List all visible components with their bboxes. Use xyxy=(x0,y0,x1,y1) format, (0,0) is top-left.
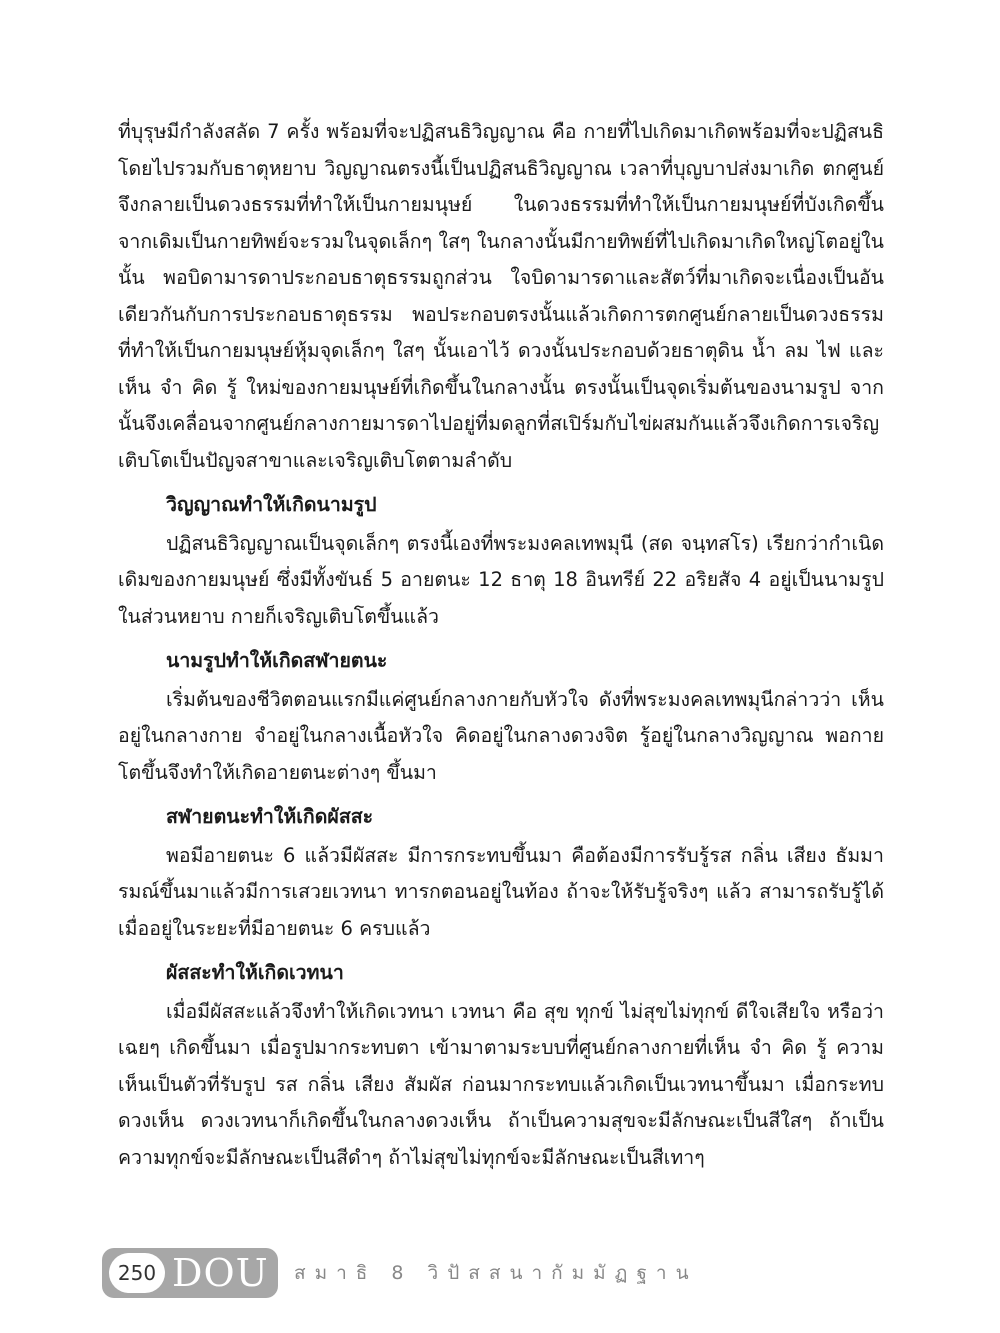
section-heading-4: ผัสสะทำให้เกิดเวทนา xyxy=(166,961,344,984)
paragraph-4: พอมีอายตนะ 6 แล้วมีผัสสะ มีการกระทบขึ้นมา คือต้องมีการรับรู้รส กลิ่น เสียง ธัมมารมณ์ขึ้นมาแล้วมีการเสวยเวทนา ทารกตอนอยู่ในท้อง ถ้าจะให้รับรู้จริงๆ แล้ว สามารถรับรู้ได้เมื่ออยู่ในระยะที่มีอายตนะ 6 ครบแล้ว xyxy=(118,843,884,940)
section-heading-3: สฬายตนะทำให้เกิดผัสสะ xyxy=(166,805,374,828)
paragraph-2: ปฏิสนธิวิญญาณเป็นจุดเล็กๆ ตรงนี้เองที่พระมงคลเทพมุนี (สด จนฺทสโร) เรียกว่ากำเนิดเดิมของกายมนุษย์ ซึ่งมีทั้งขันธ์ 5 อายตนะ 12 ธาตุ 18 อินทรีย์ 22 อริยสัจ 4 อยู่เป็นนามรูปในส่วนหยาบ กายก็เจริญเติบโตขึ้นแล้ว xyxy=(118,531,884,628)
page-footer xyxy=(102,1248,742,1300)
book-title: สมาธิ 8 วิปัสสนากัมมัฏฐาน xyxy=(294,1262,698,1284)
section-heading-1: วิญญาณทำให้เกิดนามรูป xyxy=(166,493,377,516)
footer-badge xyxy=(102,1248,278,1298)
page-number: 250 xyxy=(109,1253,165,1293)
paragraph-5: เมื่อมีผัสสะแล้วจึงทำให้เกิดเวทนา เวทนา คือ สุข ทุกข์ ไม่สุขไม่ทุกข์ ดีใจเสียใจ หรือว่าเฉยๆ เกิดขึ้นมา เมื่อรูปมากระทบตา เข้ามาตามระบบที่ศูนย์กลางกายที่เห็น จำ คิด รู้ ความเห็นเป็นตัวที่รับรูป รส กลิ่น เสียง สัมผัส ก่อนมากระทบแล้วเกิดเป็นเวทนาขึ้นมา เมื่อกระทบดวงเห็น ดวงเวทนาก็เกิดขึ้นในกลางดวงเห็น ถ้าเป็นความสุขจะมีลักษณะเป็นสีใสๆ ถ้าเป็นความทุกข์จะมีลักษณะเป็นสีดำๆ ถ้าไม่สุขไม่ทุกข์จะมีลักษณะเป็นสีเทาๆ xyxy=(118,999,884,1169)
section-heading-2: นามรูปทำให้เกิดสฬายตนะ xyxy=(166,649,388,672)
paragraph-1: ที่บุรุษมีกำลังสลัด 7 ครั้ง พร้อมที่จะปฏิสนธิวิญญาณ คือ กายที่ไปเกิดมาเกิดพร้อมที่จะปฏิสนธิโดยไปรวมกับธาตุหยาบ วิญญาณตรงนี้เป็นปฏิสนธิวิญญาณ เวลาที่บุญบาปส่งมาเกิด ตกศูนย์จึงกลายเป็นดวงธรรมที่ทำให้เป็นกายมนุษย์ ในดวงธรรมที่ทำให้เป็นกายมนุษย์ที่บังเกิดขึ้น จากเดิมเป็นกายทิพย์จะรวมในจุดเล็กๆ ใสๆ ในกลางนั้นมีกายทิพย์ที่ไปเกิดมาเกิดใหญ่โตอยู่ในนั้น พอบิดามารดาประกอบธาตุธรรมถูกส่วน ใจบิดามารดาและสัตว์ที่มาเกิดจะเนื่องเป็นอันเดียวกันกับการประกอบธาตุธรรม พอประกอบตรงนั้นแล้วเกิดการตกศูนย์กลายเป็นดวงธรรม ที่ทำให้เป็นกายมนุษย์หุ้มจุดเล็กๆ ใสๆ นั้นเอาไว้ ดวงนั้นประกอบด้วยธาตุดิน น้ำ ลม ไฟ และเห็น จำ คิด รู้ ใหม่ของกายมนุษย์ที่เกิดขึ้นในกลางนั้น ตรงนั้นเป็นจุดเริ่มต้นของนามรูป จากนั้นจึงเคลื่อนจากศูนย์กลางกายมารดาไปอยู่ที่มดลูกที่สเปิร์มกับไข่ผสมกันแล้วจึงเกิดการเจริญเติบโตเป็นปัญจสาขาและเจริญเติบโตตามลำดับ xyxy=(118,120,884,472)
page-body xyxy=(118,114,884,1176)
dou-logo: DOU xyxy=(172,1251,269,1295)
paragraph-3: เริ่มต้นของชีวิตตอนแรกมีแค่ศูนย์กลางกายกับหัวใจ ดังที่พระมงคลเทพมุนีกล่าวว่า เห็นอยู่ในกลางกาย จำอยู่ในกลางเนื้อหัวใจ คิดอยู่ในกลางดวงจิต รู้อยู่ในกลางวิญญาณ พอกายโตขึ้นจึงทำให้เกิดอายตนะต่างๆ ขึ้นมา xyxy=(118,687,884,784)
